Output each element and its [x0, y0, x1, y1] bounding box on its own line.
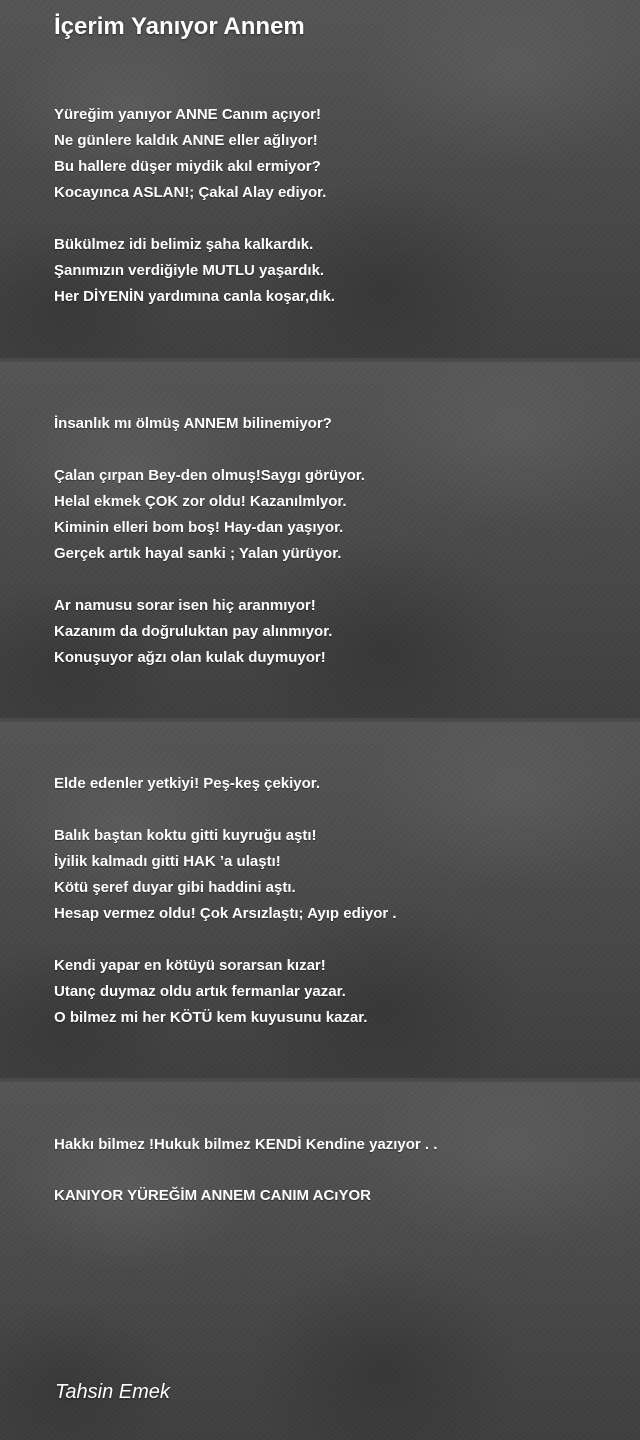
verse-line: Kazanım da doğruluktan pay alınmıyor. — [54, 623, 333, 640]
verse-line: Ne günlere kaldık ANNE eller ağlıyor! — [54, 132, 318, 149]
verse-line: Kocayınca ASLAN!; Çakal Alay ediyor. — [54, 184, 327, 201]
stanza — [54, 953, 367, 1031]
stanza — [54, 593, 332, 671]
poem-author: Tahsin Emek — [55, 1381, 170, 1403]
verse-line: Bu hallere düşer miydik akıl ermiyor? — [54, 158, 321, 175]
verse-line: Gerçek artık hayal sanki ; Yalan yürüyor. — [54, 545, 342, 562]
stanza — [54, 411, 332, 437]
stanza — [54, 1183, 371, 1209]
verse-line: İyilik kalmadı gitti HAK ’a ulaştı! — [54, 853, 281, 870]
stanza — [54, 102, 326, 206]
stanza — [54, 1132, 437, 1158]
poem-panel-1 — [0, 0, 640, 358]
verse-line: Utanç duymaz oldu artık fermanlar yazar. — [54, 983, 346, 1000]
verse-line: Hakkı bilmez !Hukuk bilmez KENDİ Kendine yazıyor . . — [54, 1136, 438, 1153]
verse-line: Bükülmez idi belimiz şaha kalkardık. — [54, 236, 314, 253]
verse-line: Helal ekmek ÇOK zor oldu! Kazanılmlyor. — [54, 493, 347, 510]
poem-panel-3 — [0, 722, 640, 1078]
verse-line: Ar namusu sorar isen hiç aranmıyor! — [54, 597, 316, 614]
verse-line: Elde edenler yetkiyi! Peş-keş çekiyor. — [54, 775, 320, 792]
verse-line: Yüreğim yanıyor ANNE Canım açıyor! — [54, 106, 322, 123]
verse-line: Kiminin elleri bom boş! Hay-dan yaşıyor. — [54, 519, 344, 536]
poem-title: İçerim Yanıyor Annem — [54, 13, 305, 40]
verse-line: Hesap vermez oldu! Çok Arsızlaştı; Ayıp ediyor . — [54, 905, 397, 922]
verse-line: Balık baştan koktu gitti kuyruğu aştı! — [54, 827, 317, 844]
verse-line: Şanımızın verdiğiyle MUTLU yaşardık. — [54, 262, 325, 279]
poem-panel-2 — [0, 362, 640, 718]
stanza — [54, 823, 397, 927]
verse-line: Kötü şeref duyar gibi haddini aştı. — [54, 879, 296, 896]
verse-line: İnsanlık mı ölmüş ANNEM bilinemiyor? — [54, 415, 332, 432]
stanza — [54, 463, 365, 567]
verse-line: Kendi yapar en kötüyü sorarsan kızar! — [54, 957, 326, 974]
verse-line: Konuşuyor ağzı olan kulak duymuyor! — [54, 649, 326, 666]
verse-line: KANIYOR YÜREĞİM ANNEM CANIM ACıYOR — [54, 1187, 371, 1204]
stanza — [54, 771, 320, 797]
verse-line: Her DİYENİN yardımına canla koşar,dık. — [54, 288, 335, 305]
verse-line: O bilmez mi her KÖTÜ kem kuyusunu kazar. — [54, 1009, 368, 1026]
verse-line: Çalan çırpan Bey-den olmuş!Saygı görüyor. — [54, 467, 365, 484]
stanza — [54, 232, 335, 310]
